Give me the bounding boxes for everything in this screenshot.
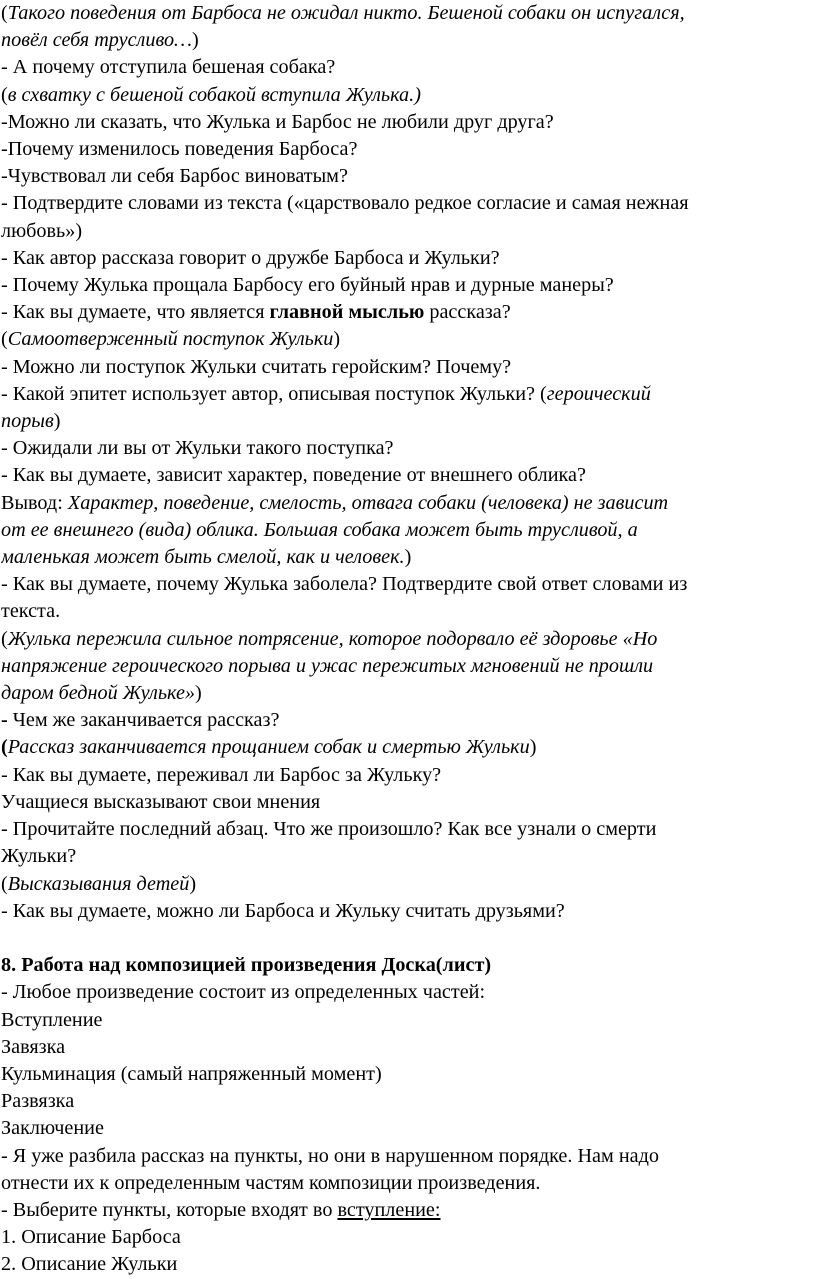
text-line	[1, 517, 816, 544]
text-line	[1, 544, 816, 571]
text-line	[1, 1197, 816, 1224]
text-run: вступление:	[337, 1198, 441, 1221]
text-line	[1, 734, 816, 761]
text-run: Завязка	[1, 1035, 66, 1058]
text-line	[1, 27, 816, 54]
text-run: - Ожидали ли вы от Жульки такого поступка?	[1, 437, 394, 460]
text-run: главной мыслью	[269, 301, 425, 324]
text-run: Кульминация (самый напряженный момент)	[1, 1062, 382, 1085]
text-line	[1, 1061, 816, 1088]
text-run: - Прочитайте последний абзац. Что же произошло? Как все узнали о смерти	[1, 818, 657, 841]
text-run: - Можно ли поступок Жульки считать геройским? Почему?	[1, 355, 512, 378]
text-line	[1, 1088, 816, 1115]
text-line	[1, 571, 816, 598]
text-line	[1, 54, 816, 81]
text-run: Жулька пережила сильное потрясение, которое подорвало её здоровье «Но	[7, 627, 658, 650]
text-line	[1, 626, 816, 653]
text-run: 1. Описание Барбоса	[1, 1226, 181, 1249]
text-run: )	[192, 29, 199, 52]
text-run: - Как автор рассказа говорит о дружбе Барбоса и Жульки?	[1, 246, 500, 269]
text-line	[1, 490, 816, 517]
text-run: от ее внешнего (вида) облика. Большая собака может быть трусливой, а	[1, 518, 638, 541]
text-line	[1, 190, 816, 217]
text-run: )	[53, 410, 61, 433]
text-line	[1, 163, 816, 190]
text-run: Чем же заканчивается рассказ?	[7, 709, 280, 732]
text-run: (	[1, 2, 8, 24]
text-line	[1, 898, 816, 925]
text-run: Характер, поведение, смелость, отвага собаки (человека) не зависит	[67, 491, 669, 514]
text-run: -Почему изменилось поведения Барбоса?	[1, 138, 358, 161]
text-run: - Как вы думаете, переживал ли Барбос за Жульку?	[1, 763, 442, 786]
text-line	[1, 1115, 816, 1142]
text-line	[1, 408, 816, 435]
text-line	[1, 843, 816, 870]
text-run: повёл себя трусливо…	[1, 29, 192, 52]
text-run: - Любое произведение состоит из определенных частей:	[1, 981, 486, 1004]
text-run: Вступление	[1, 1008, 103, 1031]
text-line	[1, 789, 816, 816]
text-line	[1, 598, 816, 625]
text-run: Заключение	[1, 1117, 104, 1140]
text-run: в схватку с бешеной собакой вступила Жулька.)	[7, 83, 421, 106]
text-line	[1, 871, 816, 898]
text-run: - Как вы думаете, почему Жулька заболела? Подтвердите свой ответ словами из	[1, 573, 688, 596]
text-run: - Подтвердите словами из текста («царствовало редкое согласие и самая нежная	[1, 192, 689, 215]
text-line	[1, 1143, 816, 1170]
text-run: -	[1, 709, 8, 732]
text-run: Высказывания детей	[7, 872, 190, 895]
text-run: (	[1, 328, 8, 351]
text-line	[1, 245, 816, 272]
text-line	[1, 1251, 816, 1278]
text-line	[1, 272, 816, 299]
text-line	[1, 979, 816, 1006]
text-run: Рассказ заканчивается прощанием собак и смертью Жульки	[7, 736, 530, 759]
text-run: - Как вы думаете, что является	[1, 301, 270, 324]
text-run: - Как вы думаете, можно ли Барбоса и Жульку считать друзьями?	[1, 899, 565, 922]
text-run: героический	[546, 382, 651, 405]
text-run: напряжение героического порыва и ужас пережитых мгновений не прошли	[1, 654, 654, 677]
text-run: 2. Описание Жульки	[1, 1253, 178, 1276]
text-run: - Выберите пункты, которые входят во	[1, 1198, 338, 1221]
text-run: )	[529, 736, 537, 759]
text-run: )	[404, 546, 412, 569]
text-run: текста.	[1, 600, 61, 623]
text-line	[1, 1007, 816, 1034]
text-line	[1, 707, 816, 734]
text-run: - Как вы думаете, зависит характер, поведение от внешнего облика?	[1, 464, 586, 487]
text-line	[1, 82, 816, 109]
text-line	[1, 109, 816, 136]
text-run: Развязка	[1, 1090, 75, 1113]
text-run: рассказа?	[424, 301, 511, 324]
text-run: )	[195, 682, 202, 705]
text-line	[1, 0, 816, 27]
blank-line	[1, 925, 816, 952]
text-line	[1, 354, 816, 381]
text-line	[1, 381, 816, 408]
text-run: отнести их к определенным частям композиции произведения.	[1, 1171, 541, 1194]
text-line	[1, 136, 816, 163]
text-line	[1, 762, 816, 789]
text-line	[1, 218, 816, 245]
text-run: (	[1, 627, 8, 650]
text-line	[1, 326, 816, 353]
text-run: -Можно ли сказать, что Жулька и Барбос не любили друг друга?	[1, 110, 554, 133]
text-run: - А почему отступила бешеная собака?	[1, 56, 336, 79]
text-line	[1, 462, 816, 489]
text-line	[1, 952, 816, 979]
text-run: порыв	[1, 410, 54, 433]
text-run: Учащиеся высказывают свои мнения	[1, 790, 321, 813]
text-line	[1, 435, 816, 462]
text-run: (	[1, 872, 8, 895]
text-run: 8. Работа над композицией произведения Доска(лист)	[1, 954, 492, 977]
text-line	[1, 1034, 816, 1061]
text-run: Жульки?	[1, 845, 77, 868]
text-run: (	[1, 736, 8, 759]
text-run: - Я уже разбила рассказ на пункты, но они в нарушенном порядке. Нам надо	[1, 1144, 659, 1167]
text-run: )	[189, 872, 197, 895]
text-line	[1, 653, 816, 680]
text-run: маленькая может быть смелой, как и человек.	[1, 546, 405, 569]
text-run: Такого поведения от Барбоса не ожидал никто. Бешеной собаки он испугался,	[7, 2, 685, 24]
text-line	[1, 816, 816, 843]
text-run: )	[333, 328, 341, 351]
text-run: (	[1, 83, 8, 106]
text-run: -Чувствовал ли себя Барбос виноватым?	[1, 165, 348, 188]
text-run: Вывод:	[1, 491, 68, 514]
text-line	[1, 680, 816, 707]
text-run: даром бедной Жульке»	[1, 682, 196, 705]
text-run: - Почему Жулька прощала Барбосу его буйный нрав и дурные манеры?	[1, 274, 614, 297]
text-run: любовь»)	[1, 219, 83, 242]
text-line	[1, 299, 816, 326]
text-line	[1, 1170, 816, 1197]
text-line	[1, 1224, 816, 1251]
text-run: - Какой эпитет использует автор, описывая поступок Жульки? (	[1, 382, 547, 405]
text-run: Самоотверженный поступок Жульки	[7, 328, 334, 351]
